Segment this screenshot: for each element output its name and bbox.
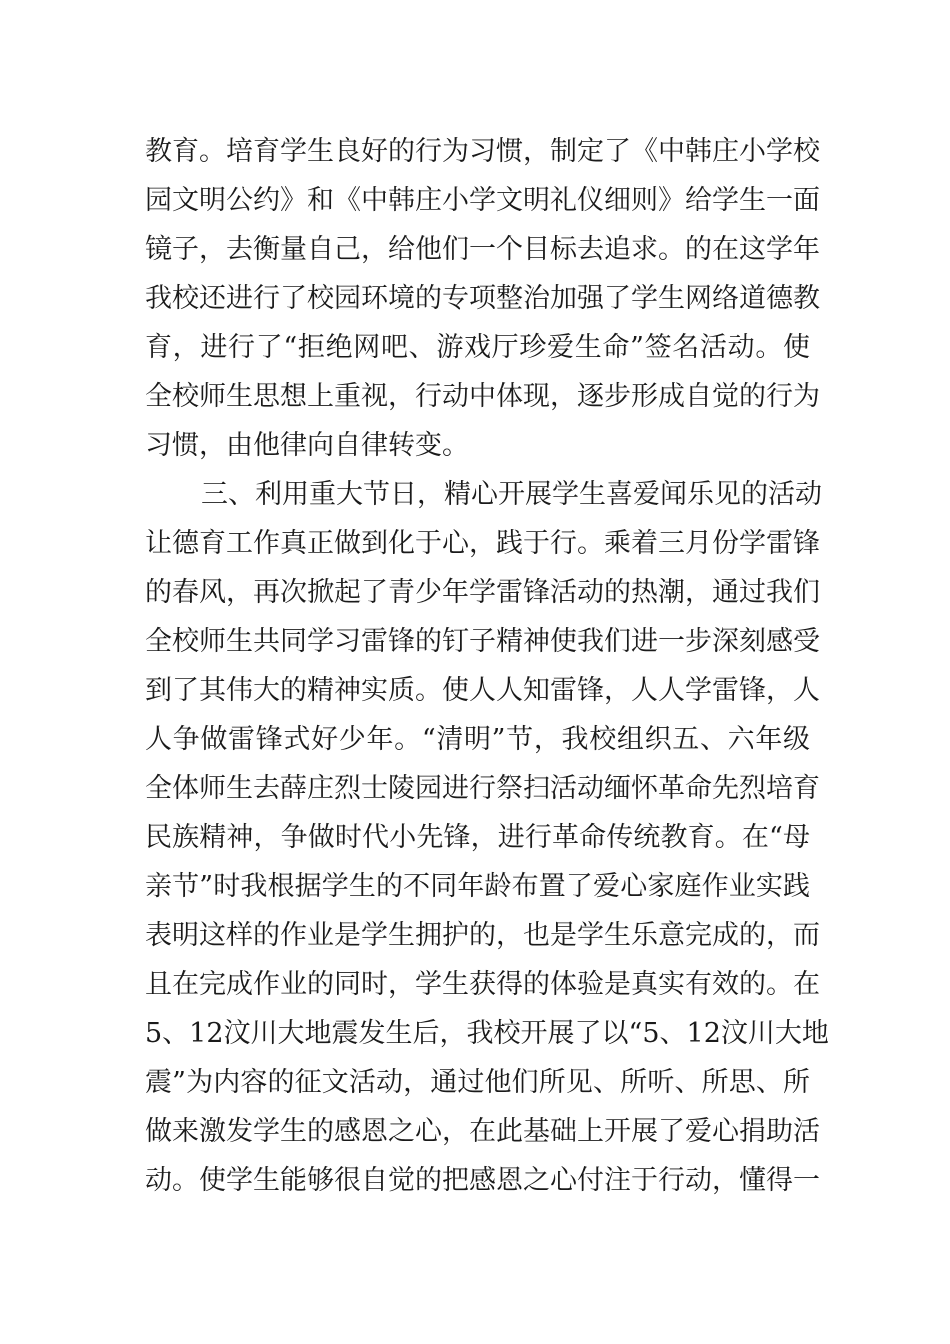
text-line: 震”为内容的征文活动，通过他们所见、所听、所思、所 [145, 1067, 810, 1098]
text-line: 人争做雷锋式好少年。“清明”节，我校组织五、六年级 [145, 724, 810, 755]
text-line: 全校师生共同学习雷锋的钉子精神使我们进一步深刻感受 [145, 626, 820, 657]
text-line: 镜子，去衡量自己，给他们一个目标去追求。的在这学年 [145, 234, 820, 265]
text-line: 动。使学生能够很自觉的把感恩之心付注于行动，懂得一 [145, 1165, 820, 1196]
text-line: 做来激发学生的感恩之心，在此基础上开展了爱心捐助活 [145, 1116, 820, 1147]
text-line: 亲节”时我根据学生的不同年龄布置了爱心家庭作业实践 [145, 871, 810, 902]
text-line: 三、利用重大节日，精心开展学生喜爱闻乐见的活动 [201, 479, 822, 510]
text-line: 到了其伟大的精神实质。使人人知雷锋，人人学雷锋，人 [145, 675, 820, 706]
text-line: 全校师生思想上重视，行动中体现，逐步形成自觉的行为 [145, 381, 820, 412]
text-line: 教育。培育学生良好的行为习惯，制定了《中韩庄小学校 [145, 136, 820, 167]
text-line: 5、12汶川大地震发生后，我校开展了以“5、12汶川大地 [145, 1018, 829, 1049]
text-line: 园文明公约》和《中韩庄小学文明礼仪细则》给学生一面 [145, 185, 820, 216]
text-line: 民族精神，争做时代小先锋，进行革命传统教育。在“母 [145, 822, 810, 853]
text-line: 表明这样的作业是学生拥护的，也是学生乐意完成的，而 [145, 920, 820, 951]
text-line: 育，进行了“拒绝网吧、游戏厅珍爱生命”签名活动。使 [145, 332, 810, 363]
text-line: 的春风，再次掀起了青少年学雷锋活动的热潮，通过我们 [145, 577, 820, 608]
text-line: 习惯，由他律向自律转变。 [145, 430, 469, 461]
text-line: 我校还进行了校园环境的专项整治加强了学生网络道德教 [145, 283, 820, 314]
text-line: 全体师生去薛庄烈士陵园进行祭扫活动缅怀革命先烈培育 [145, 773, 820, 804]
text-line: 且在完成作业的同时，学生获得的体验是真实有效的。在 [145, 969, 820, 1000]
text-line: 让德育工作真正做到化于心，践于行。乘着三月份学雷锋 [145, 528, 820, 559]
